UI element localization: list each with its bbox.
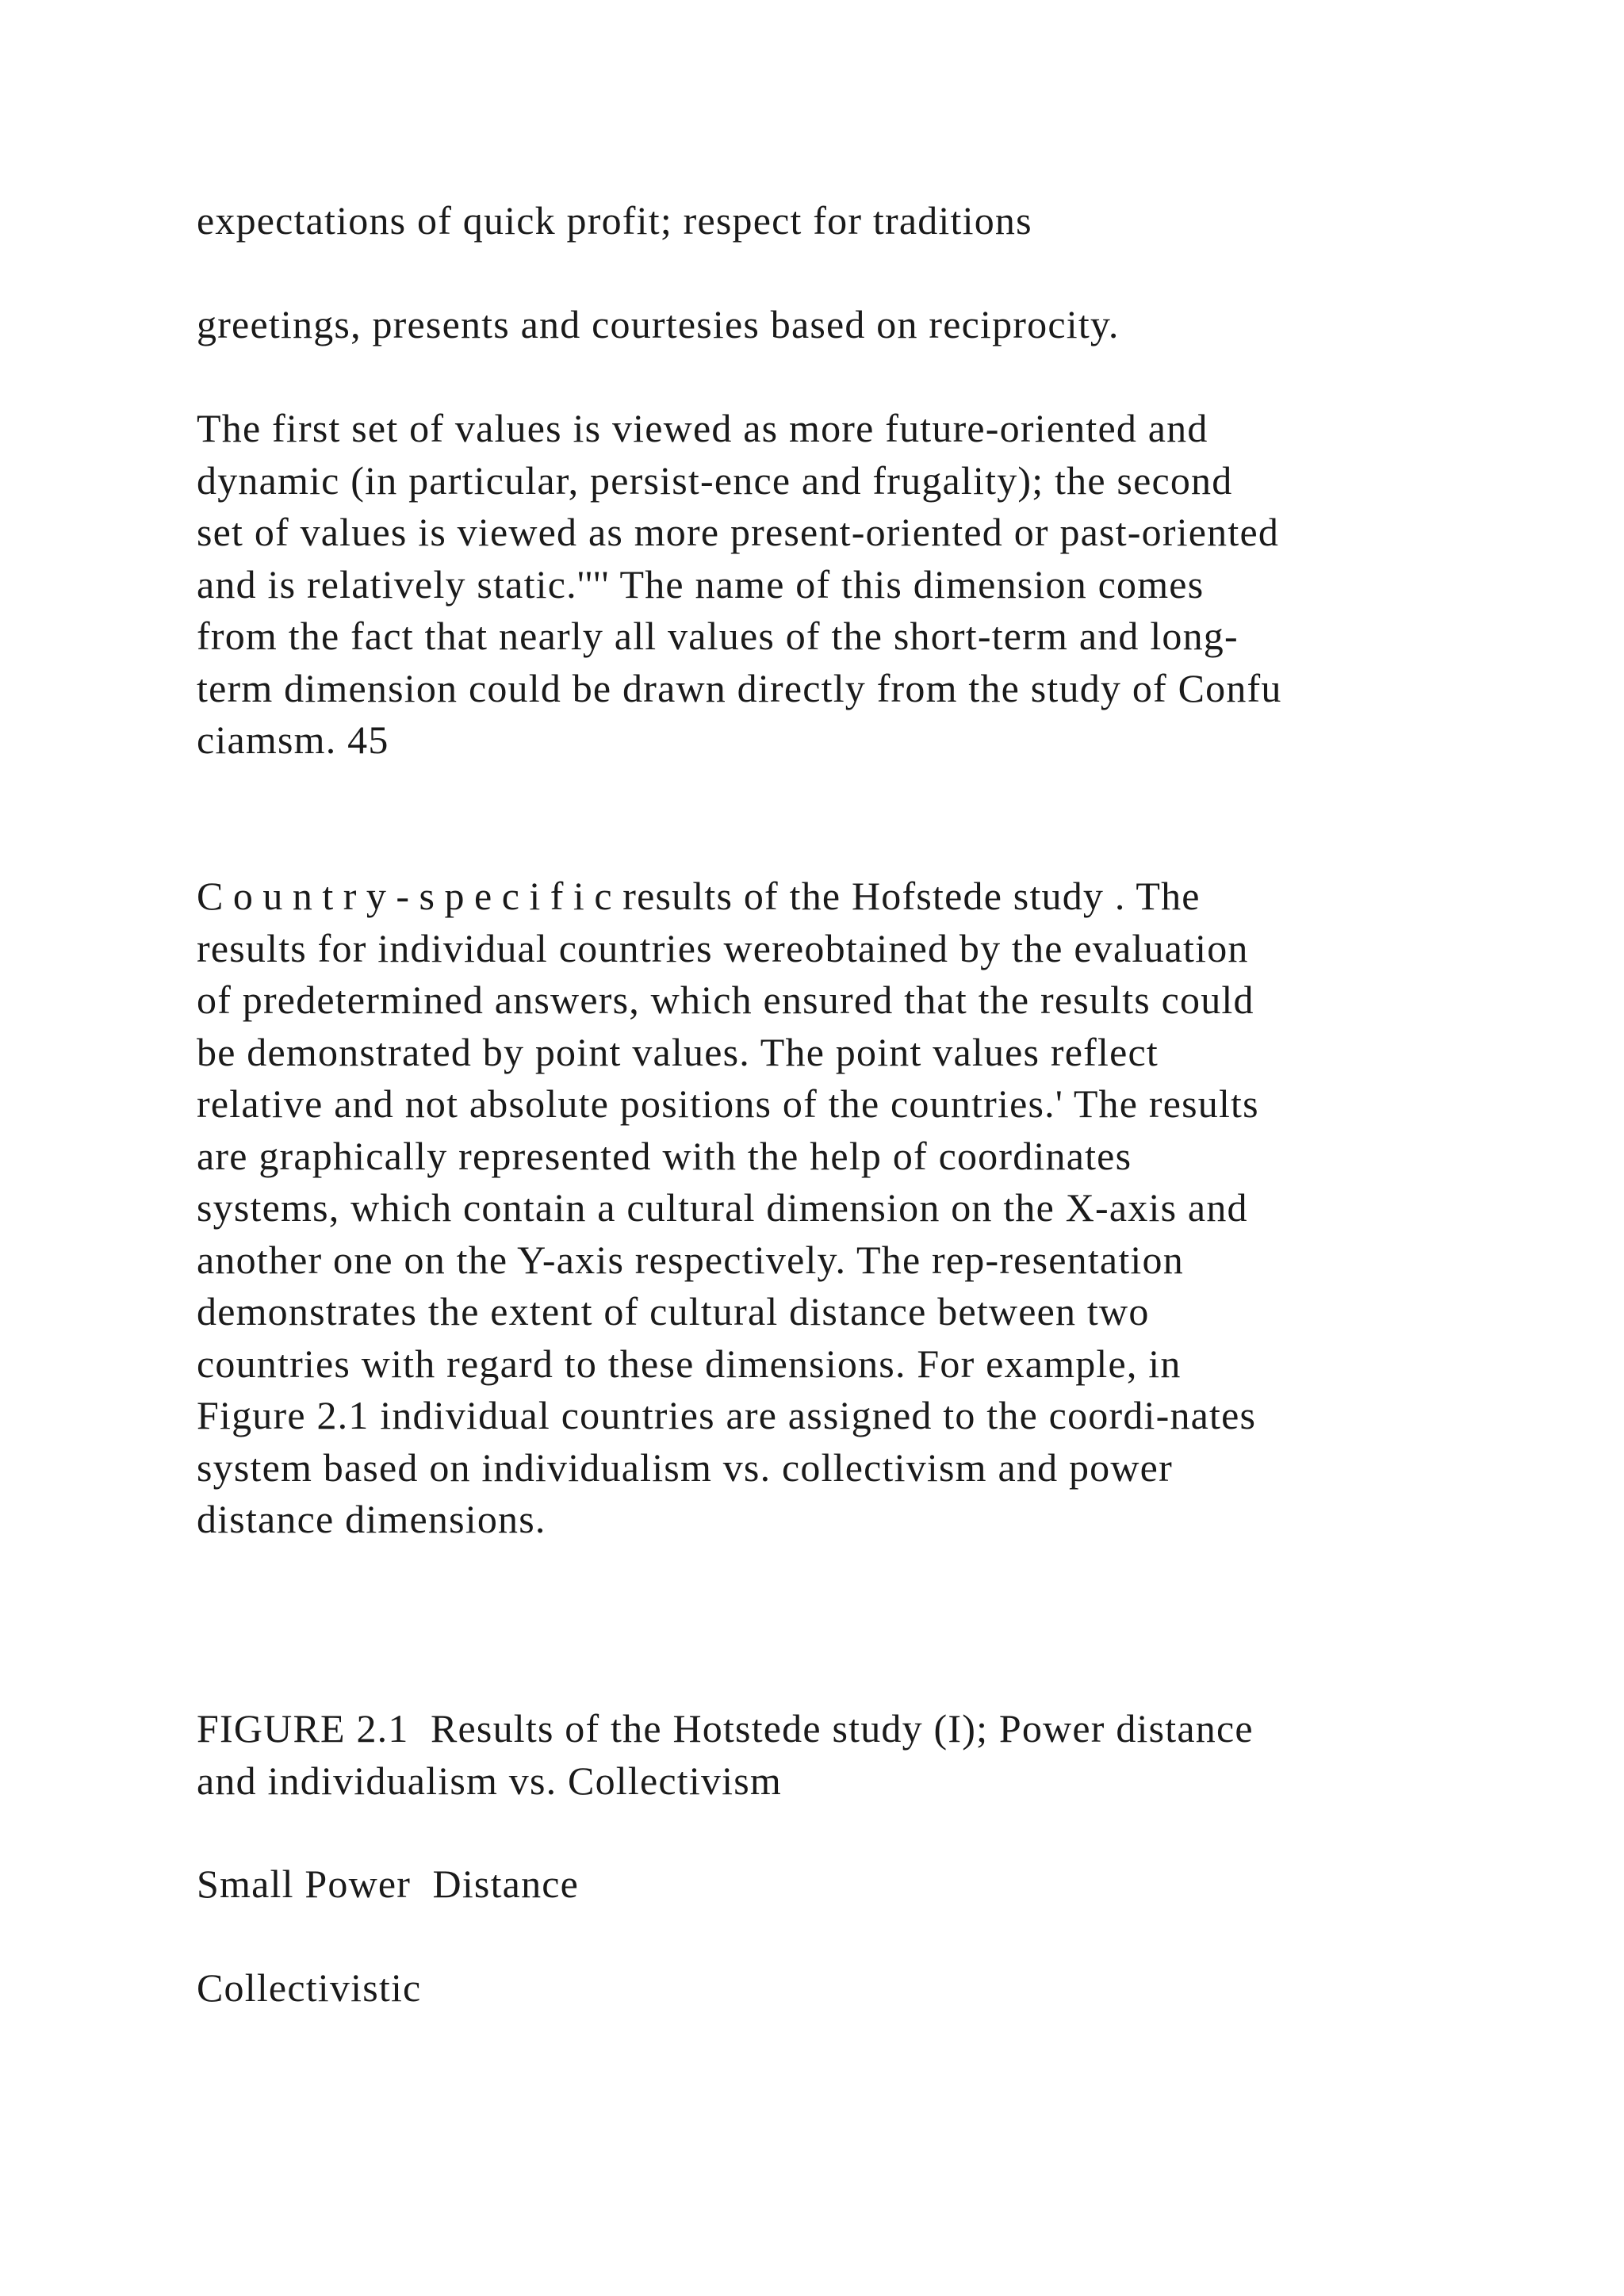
paragraph-country-results bbox=[197, 871, 1465, 1546]
figure-caption: FIGURE 2.1 Results of the Hotstede study (I); Power distance and individualism vs. Collectivism bbox=[197, 1706, 1254, 1803]
paragraph-body: results of the Hofstede study . The results for individual countries wereobtained by the evaluation of predetermined answers, which ensured that the results could be demonstrated by point values. The point values reflect relative and not absolute positions of the countries.' The results are graphically represented with the help of coordinates systems, which contain a cultural dimension on the X-axis and another one on the Y-axis respectively. The rep-resentation demonstrates the extent of cultural distance between two countries with regard to these dimensions. For example, in Figure 2.1 individual countries are assigned to the coordi-nates system based on individualism vs. collectivism and power distance dimensions. bbox=[197, 874, 1259, 1541]
text-line-greetings: greetings, presents and courtesies based on reciprocity. bbox=[197, 302, 1120, 346]
text-line-expectations: expectations of quick profit; respect for traditions bbox=[197, 198, 1032, 243]
paragraph-lead-spaced: C o u n t r y - s p e c i f i c bbox=[197, 874, 612, 918]
figure-label-small-power-distance: Small Power Distance bbox=[197, 1862, 580, 1906]
figure-label-collectivistic: Collectivistic bbox=[197, 1965, 422, 2010]
paragraph-values-dimension: The first set of values is viewed as more future-oriented and dynamic (in particular, persist-ence and frugality); the second set of values is viewed as more present-oriented or past-oriented and is relatively static.'''' The name of this dimension comes from the fact that nearly all values of the short-term and long- term dimension could be drawn directly from the study of Confu ciamsm. 45 bbox=[197, 406, 1282, 762]
